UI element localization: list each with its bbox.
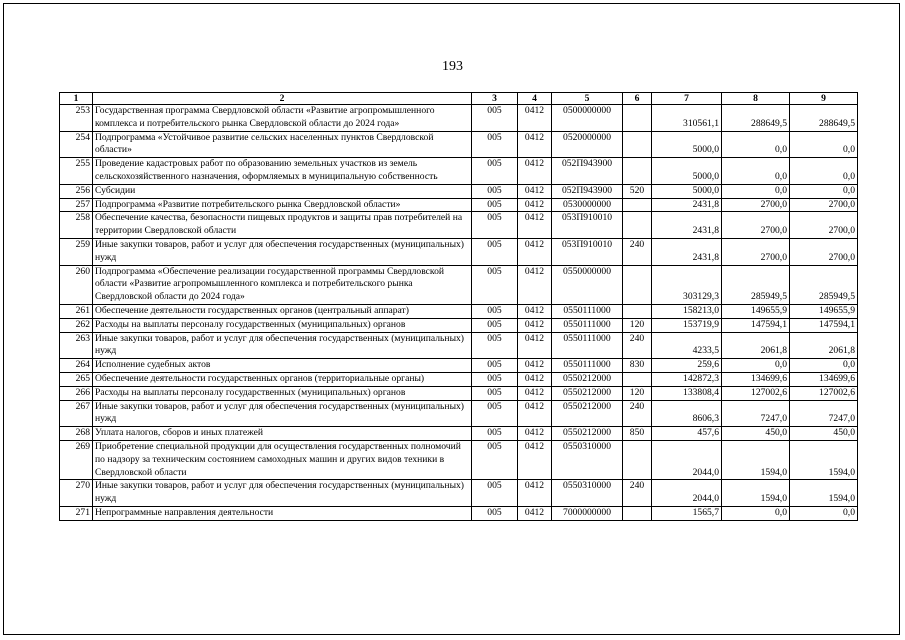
code-target: 0550212000: [552, 372, 623, 386]
table-row: [60, 332, 858, 359]
amount-col9: 0,0: [790, 158, 858, 185]
row-number: 254: [60, 131, 93, 158]
code-target: 0550111000: [552, 304, 623, 318]
amount-col7: 2431,8: [652, 212, 722, 239]
header-cell: 2: [93, 93, 472, 105]
row-number: 267: [60, 400, 93, 427]
code-expense-type: 850: [623, 427, 652, 441]
header-cell: 8: [722, 93, 790, 105]
amount-col9: 288649,5: [790, 105, 858, 132]
amount-col7: 2044,0: [652, 480, 722, 507]
code-ministry: 005: [472, 480, 518, 507]
table-row: [60, 440, 858, 479]
code-section: 0412: [518, 427, 552, 441]
table-row: [60, 198, 858, 212]
code-ministry: 005: [472, 318, 518, 332]
row-name: Расходы на выплаты персоналу государственных (муниципальных) органов: [93, 318, 472, 332]
code-section: 0412: [518, 440, 552, 479]
amount-col7: 5000,0: [652, 158, 722, 185]
amount-col7: 1565,7: [652, 506, 722, 520]
row-name: Иные закупки товаров, работ и услуг для обеспечения государственных (муниципальных) нужд: [93, 238, 472, 265]
header-cell: 1: [60, 93, 93, 105]
row-number: 269: [60, 440, 93, 479]
amount-col7: 142872,3: [652, 372, 722, 386]
header-cell: 3: [472, 93, 518, 105]
code-ministry: 005: [472, 184, 518, 198]
code-ministry: 005: [472, 238, 518, 265]
code-target: 053П910010: [552, 212, 623, 239]
code-expense-type: 120: [623, 318, 652, 332]
code-target: 0520000000: [552, 131, 623, 158]
code-expense-type: 120: [623, 386, 652, 400]
amount-col7: 5000,0: [652, 184, 722, 198]
code-ministry: 005: [472, 131, 518, 158]
table-row: [60, 318, 858, 332]
row-number: 268: [60, 427, 93, 441]
code-expense-type: [623, 212, 652, 239]
row-name: Проведение кадастровых работ по образованию земельных участков из земель сельскохозяйственного назначения, оформляемых в муниципальную собственность: [93, 158, 472, 185]
code-expense-type: [623, 265, 652, 304]
amount-col8: 0,0: [722, 359, 790, 373]
amount-col8: 0,0: [722, 506, 790, 520]
code-section: 0412: [518, 332, 552, 359]
header-cell: 4: [518, 93, 552, 105]
header-cell: 7: [652, 93, 722, 105]
amount-col7: 133808,4: [652, 386, 722, 400]
amount-col8: 0,0: [722, 158, 790, 185]
code-target: 0550212000: [552, 427, 623, 441]
header-cell: 5: [552, 93, 623, 105]
code-expense-type: 240: [623, 400, 652, 427]
amount-col8: 149655,9: [722, 304, 790, 318]
amount-col8: 450,0: [722, 427, 790, 441]
row-number: 258: [60, 212, 93, 239]
code-ministry: 005: [472, 506, 518, 520]
code-section: 0412: [518, 212, 552, 239]
amount-col9: 0,0: [790, 359, 858, 373]
code-ministry: 005: [472, 372, 518, 386]
code-ministry: 005: [472, 158, 518, 185]
row-name: Подпрограмма «Устойчивое развитие сельских населенных пунктов Свердловской области»: [93, 131, 472, 158]
table-row: [60, 506, 858, 520]
amount-col8: 127002,6: [722, 386, 790, 400]
code-section: 0412: [518, 158, 552, 185]
amount-col7: 303129,3: [652, 265, 722, 304]
amount-col9: 285949,5: [790, 265, 858, 304]
amount-col7: 158213,0: [652, 304, 722, 318]
amount-col7: 2431,8: [652, 238, 722, 265]
code-ministry: 005: [472, 400, 518, 427]
amount-col9: 149655,9: [790, 304, 858, 318]
budget-table: [59, 92, 858, 521]
code-ministry: 005: [472, 198, 518, 212]
amount-col8: 134699,6: [722, 372, 790, 386]
row-number: 262: [60, 318, 93, 332]
amount-col7: 2044,0: [652, 440, 722, 479]
code-section: 0412: [518, 198, 552, 212]
amount-col8: 1594,0: [722, 480, 790, 507]
table-row: [60, 212, 858, 239]
amount-col9: 134699,6: [790, 372, 858, 386]
code-section: 0412: [518, 131, 552, 158]
amount-col8: 2700,0: [722, 212, 790, 239]
table-row: [60, 386, 858, 400]
row-number: 264: [60, 359, 93, 373]
row-number: 261: [60, 304, 93, 318]
code-section: 0412: [518, 105, 552, 132]
code-section: 0412: [518, 304, 552, 318]
row-name: Обеспечение деятельности государственных органов (территориальные органы): [93, 372, 472, 386]
amount-col8: 288649,5: [722, 105, 790, 132]
amount-col8: 147594,1: [722, 318, 790, 332]
code-ministry: 005: [472, 386, 518, 400]
amount-col9: 0,0: [790, 184, 858, 198]
code-ministry: 005: [472, 304, 518, 318]
amount-col9: 0,0: [790, 131, 858, 158]
row-name: Расходы на выплаты персоналу государственных (муниципальных) органов: [93, 386, 472, 400]
amount-col7: 4233,5: [652, 332, 722, 359]
table-row: [60, 304, 858, 318]
amount-col9: 1594,0: [790, 440, 858, 479]
code-section: 0412: [518, 318, 552, 332]
code-target: 0550310000: [552, 480, 623, 507]
amount-col8: 285949,5: [722, 265, 790, 304]
row-number: 253: [60, 105, 93, 132]
code-ministry: 005: [472, 440, 518, 479]
code-expense-type: [623, 440, 652, 479]
code-expense-type: 520: [623, 184, 652, 198]
amount-col9: 0,0: [790, 506, 858, 520]
row-name: Иные закупки товаров, работ и услуг для обеспечения государственных (муниципальных) нужд: [93, 400, 472, 427]
code-expense-type: 830: [623, 359, 652, 373]
code-target: 0550310000: [552, 440, 623, 479]
amount-col9: 127002,6: [790, 386, 858, 400]
table-row: [60, 359, 858, 373]
code-ministry: 005: [472, 265, 518, 304]
table-row: [60, 158, 858, 185]
row-name: Подпрограмма «Развитие потребительского рынка Свердловской области»: [93, 198, 472, 212]
row-number: 255: [60, 158, 93, 185]
amount-col9: 147594,1: [790, 318, 858, 332]
amount-col7: 457,6: [652, 427, 722, 441]
amount-col7: 5000,0: [652, 131, 722, 158]
row-name: Приобретение специальной продукции для осуществления государственных полномочий по надзору за техническим состоянием самоходных машин и других видов техники в Свердловской области: [93, 440, 472, 479]
table-row: [60, 265, 858, 304]
code-expense-type: 240: [623, 238, 652, 265]
code-target: 052П943900: [552, 158, 623, 185]
code-target: 053П910010: [552, 238, 623, 265]
code-target: 0550212000: [552, 386, 623, 400]
amount-col9: 2700,0: [790, 198, 858, 212]
row-name: Подпрограмма «Обеспечение реализации государственной программы Свердловской области «Развитие агропромышленного комплекса и потребительского рынка Свердловской области до 2024 года»: [93, 265, 472, 304]
row-number: 271: [60, 506, 93, 520]
code-ministry: 005: [472, 332, 518, 359]
code-target: 0550111000: [552, 332, 623, 359]
code-expense-type: 240: [623, 332, 652, 359]
amount-col8: 0,0: [722, 131, 790, 158]
amount-col8: 2061,8: [722, 332, 790, 359]
amount-col7: 310561,1: [652, 105, 722, 132]
code-ministry: 005: [472, 359, 518, 373]
amount-col9: 1594,0: [790, 480, 858, 507]
amount-col9: 2700,0: [790, 212, 858, 239]
code-section: 0412: [518, 184, 552, 198]
header-cell: 9: [790, 93, 858, 105]
code-target: 052П943900: [552, 184, 623, 198]
table-row: [60, 184, 858, 198]
row-name: Исполнение судебных актов: [93, 359, 472, 373]
amount-col7: 8606,3: [652, 400, 722, 427]
code-expense-type: [623, 198, 652, 212]
amount-col8: 1594,0: [722, 440, 790, 479]
row-number: 265: [60, 372, 93, 386]
code-expense-type: [623, 105, 652, 132]
row-name: Субсидии: [93, 184, 472, 198]
code-ministry: 005: [472, 212, 518, 239]
row-name: Непрограммные направления деятельности: [93, 506, 472, 520]
header-cell: 6: [623, 93, 652, 105]
code-target: 0550111000: [552, 318, 623, 332]
table-row: [60, 427, 858, 441]
table-row: [60, 105, 858, 132]
row-number: 270: [60, 480, 93, 507]
code-target: 0500000000: [552, 105, 623, 132]
code-expense-type: [623, 158, 652, 185]
amount-col9: 2061,8: [790, 332, 858, 359]
row-number: 266: [60, 386, 93, 400]
code-ministry: 005: [472, 427, 518, 441]
table-row: [60, 400, 858, 427]
table-row: [60, 372, 858, 386]
row-number: 260: [60, 265, 93, 304]
row-name: Иные закупки товаров, работ и услуг для обеспечения государственных (муниципальных) нужд: [93, 480, 472, 507]
code-target: 0550212000: [552, 400, 623, 427]
amount-col8: 2700,0: [722, 198, 790, 212]
row-name: Государственная программа Свердловской области «Развитие агропромышленного комплекса и потребительского рынка Свердловской области до 2024 года»: [93, 105, 472, 132]
code-target: 0530000000: [552, 198, 623, 212]
amount-col9: 450,0: [790, 427, 858, 441]
row-number: 263: [60, 332, 93, 359]
row-number: 257: [60, 198, 93, 212]
code-target: 0550000000: [552, 265, 623, 304]
code-target: 7000000000: [552, 506, 623, 520]
code-section: 0412: [518, 386, 552, 400]
row-number: 259: [60, 238, 93, 265]
table-row: [60, 238, 858, 265]
code-section: 0412: [518, 372, 552, 386]
amount-col7: 153719,9: [652, 318, 722, 332]
code-section: 0412: [518, 359, 552, 373]
code-section: 0412: [518, 400, 552, 427]
code-section: 0412: [518, 506, 552, 520]
row-name: Уплата налогов, сборов и иных платежей: [93, 427, 472, 441]
code-target: 0550111000: [552, 359, 623, 373]
code-expense-type: [623, 304, 652, 318]
code-expense-type: [623, 372, 652, 386]
table-header-row: [60, 93, 858, 105]
amount-col8: 0,0: [722, 184, 790, 198]
page-number: 193: [442, 59, 463, 74]
amount-col7: 2431,8: [652, 198, 722, 212]
table-row: [60, 480, 858, 507]
row-name: Обеспечение качества, безопасности пищевых продуктов и защиты прав потребителей на территории Свердловской области: [93, 212, 472, 239]
code-section: 0412: [518, 238, 552, 265]
table-row: [60, 131, 858, 158]
amount-col9: 7247,0: [790, 400, 858, 427]
code-expense-type: [623, 131, 652, 158]
code-ministry: 005: [472, 105, 518, 132]
amount-col7: 259,6: [652, 359, 722, 373]
amount-col9: 2700,0: [790, 238, 858, 265]
code-section: 0412: [518, 265, 552, 304]
code-section: 0412: [518, 480, 552, 507]
code-expense-type: 240: [623, 480, 652, 507]
amount-col8: 2700,0: [722, 238, 790, 265]
row-number: 256: [60, 184, 93, 198]
row-name: Обеспечение деятельности государственных органов (центральный аппарат): [93, 304, 472, 318]
row-name: Иные закупки товаров, работ и услуг для обеспечения государственных (муниципальных) нужд: [93, 332, 472, 359]
amount-col8: 7247,0: [722, 400, 790, 427]
code-expense-type: [623, 506, 652, 520]
